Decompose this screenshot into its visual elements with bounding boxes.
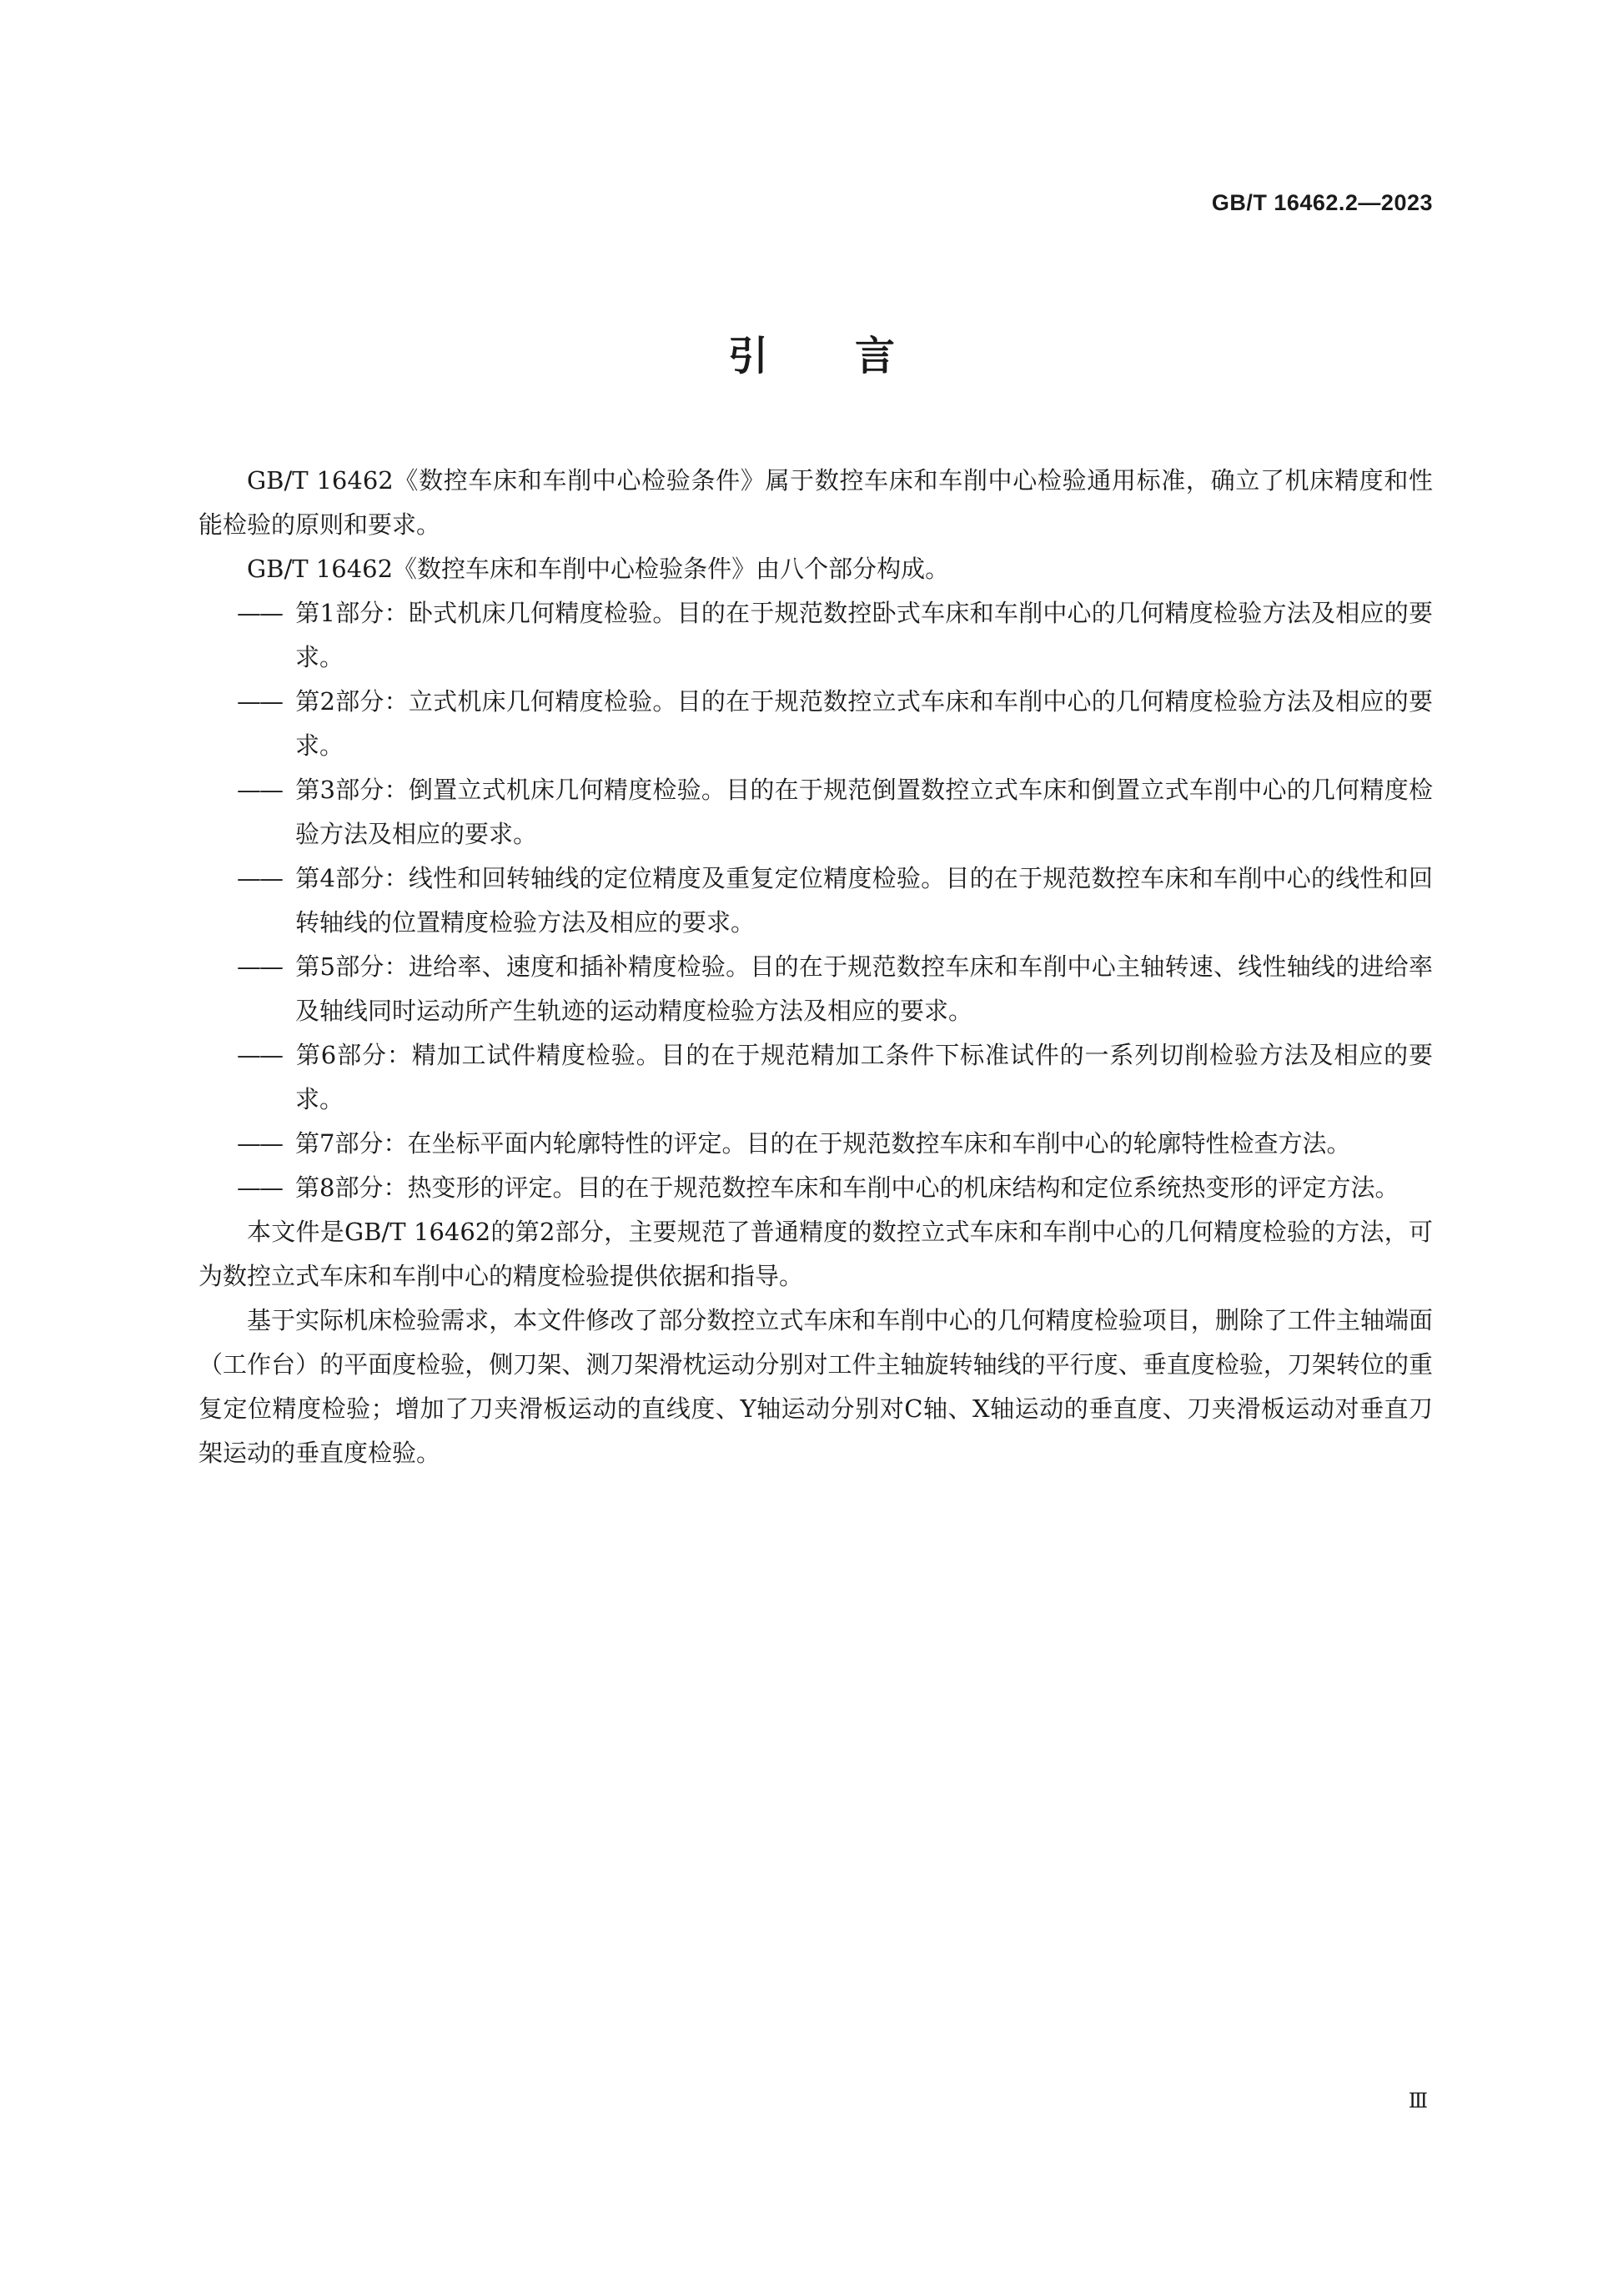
list-item <box>198 1166 1433 1210</box>
page-number: Ⅲ <box>1408 2089 1428 2113</box>
list-item-text: 第7部分：在坐标平面内轮廓特性的评定。目的在于规范数控车床和车削中心的轮廓特性检查方法。 <box>295 1129 1351 1158</box>
standard-code: GB/T 16462.2—2023 <box>1211 190 1433 215</box>
dash-marker: —— <box>237 599 282 627</box>
body-paragraph: 基于实际机床检验需求，本文件修改了部分数控立式车床和车削中心的几何精度检验项目，删除了工件主轴端面（工作台）的平面度检验，侧刀架、测刀架滑枕运动分别对工件主轴旋转轴线的平行度、垂直度检验，刀架转位的重复定位精度检验；增加了刀夹滑板运动的直线度、Y轴运动分别对C轴、X轴运动的垂直度、刀夹滑板运动对垂直刀架运动的垂直度检验。 <box>198 1306 1433 1467</box>
dash-marker: —— <box>237 864 282 892</box>
dash-marker: —— <box>237 1129 282 1158</box>
list-item-text: 第4部分：线性和回转轴线的定位精度及重复定位精度检验。目的在于规范数控车床和车削中心的线性和回转轴线的位置精度检验方法及相应的要求。 <box>295 864 1433 937</box>
list-item <box>198 1033 1433 1122</box>
list-item <box>198 945 1433 1033</box>
dash-marker: —— <box>237 687 282 716</box>
list-item-text: 第6部分：精加工试件精度检验。目的在于规范精加工条件下标准试件的一系列切削检验方法及相应的要求。 <box>295 1041 1433 1113</box>
dash-marker: —— <box>237 776 282 804</box>
list-item-text: 第2部分：立式机床几何精度检验。目的在于规范数控立式车床和车削中心的几何精度检验方法及相应的要求。 <box>295 687 1433 760</box>
list-item <box>198 768 1433 857</box>
dash-marker: —— <box>237 952 282 981</box>
page-title: 引言 <box>727 333 982 379</box>
dash-marker: —— <box>237 1041 282 1069</box>
list-item <box>198 591 1433 680</box>
list-item-text: 第8部分：热变形的评定。目的在于规范数控车床和车削中心的机床结构和定位系统热变形的评定方法。 <box>295 1173 1399 1202</box>
list-item-text: 第3部分：倒置立式机床几何精度检验。目的在于规范倒置数控立式车床和倒置立式车削中心的几何精度检验方法及相应的要求。 <box>295 776 1433 848</box>
list-item <box>198 1122 1433 1166</box>
document-body <box>198 459 1433 1475</box>
list-item-text: 第1部分：卧式机床几何精度检验。目的在于规范数控卧式车床和车削中心的几何精度检验方法及相应的要求。 <box>295 599 1433 671</box>
intro-paragraph: GB/T 16462《数控车床和车削中心检验条件》属于数控车床和车削中心检验通用标准，确立了机床精度和性能检验的原则和要求。 <box>198 466 1433 539</box>
dash-marker: —— <box>237 1173 282 1202</box>
list-item <box>198 857 1433 945</box>
list-item <box>198 680 1433 768</box>
parts-list <box>198 591 1433 1210</box>
body-paragraph: 本文件是GB/T 16462的第2部分，主要规范了普通精度的数控立式车床和车削中心的几何精度检验的方法，可为数控立式车床和车削中心的精度检验提供依据和指导。 <box>198 1218 1433 1290</box>
list-item-text: 第5部分：进给率、速度和插补精度检验。目的在于规范数控车床和车削中心主轴转速、线性轴线的进给率及轴线同时运动所产生轨迹的运动精度检验方法及相应的要求。 <box>295 952 1433 1025</box>
intro-paragraph: GB/T 16462《数控车床和车削中心检验条件》由八个部分构成。 <box>247 555 950 583</box>
